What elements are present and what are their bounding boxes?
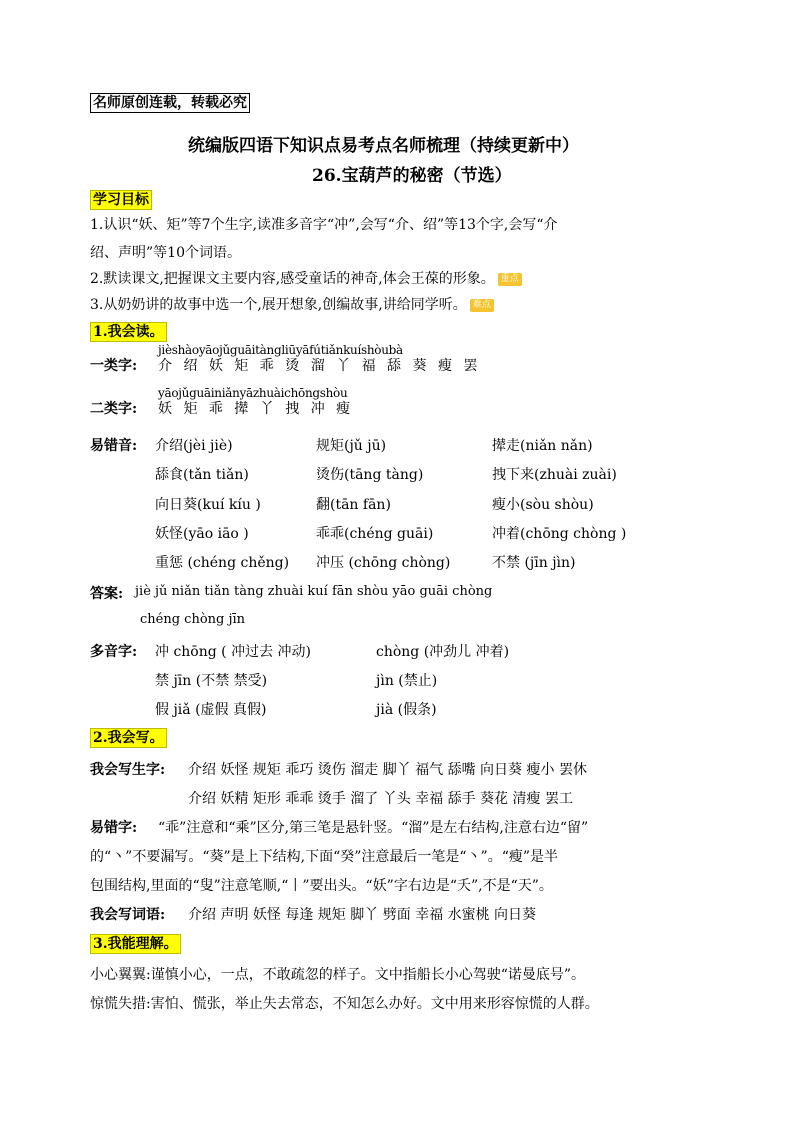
goal-line-2: 绍、声明”等10个词语。 xyxy=(90,245,241,261)
wrong-pron-item: 翻(tān fān) xyxy=(316,497,391,513)
write-words-line: 介绍 声明 妖怪 每逢 规矩 脚丫 劈面 幸福 水蜜桃 向日葵 xyxy=(188,907,537,923)
write-chars-label: 我会写生字: xyxy=(90,762,166,778)
wrong-pron-item: 重惩 (chéng chěng) xyxy=(155,555,290,571)
wrong-pron-item: 向日葵(kuí kíu ) xyxy=(155,497,261,513)
polyphone-item: 假 jiǎ (虚假 真假) xyxy=(155,702,267,718)
polyphone-label: 多音字: xyxy=(90,644,138,660)
difficulty-tag: 难点 xyxy=(470,299,494,312)
main-title: 统编版四语下知识点易考点名师梳理（持续更新中） xyxy=(188,136,579,156)
write-heading: 2.我会写。 xyxy=(90,728,167,748)
wrong-pron-label: 易错音: xyxy=(90,438,138,454)
wrong-pron-item: 介绍(jèi jiè) xyxy=(155,438,233,454)
wrong-pron-item: 撵走(niǎn nǎn) xyxy=(492,438,593,454)
wrong-pron-item: 妖怪(yāo iāo ) xyxy=(155,526,249,542)
goal-line-1: 1.认识“妖、矩”等7个生字,读准多音字“冲”,会写“介、绍”等13个字,会写“介 xyxy=(90,217,558,233)
lesson-title: 26.宝葫芦的秘密（节选） xyxy=(312,166,512,186)
wrong-pron-item: 乖乖(chéng guāi) xyxy=(316,526,434,542)
goal-line-4-text: 3.从奶奶讲的故事中选一个,展开想象,创编故事,讲给同学听。 xyxy=(90,297,467,313)
wrong-pron-item: 拽下来(zhuài zuài) xyxy=(492,467,617,483)
understand-line-1: 小心翼翼:谨慎小心，一点，不敢疏忽的样子。文中指船长小心驾驶“诺曼底号”。 xyxy=(90,967,586,983)
write-words-label: 我会写词语: xyxy=(90,907,166,923)
type1-chars: 介 绍 妖 矩 乖 烫 溜 丫 福 舔 葵 瘦 罢 xyxy=(158,358,478,374)
write-chars-line-2: 介绍 妖精 矩形 乖乖 烫手 溜了 丫头 幸福 舔手 葵花 清瘦 罢工 xyxy=(188,791,573,807)
polyphone-item: 冲 chōng ( 冲过去 冲动) xyxy=(155,644,311,660)
type2-label: 二类字: xyxy=(90,401,138,417)
type2-chars: 妖 矩 乖 撵 丫 拽 冲 瘦 xyxy=(158,401,351,417)
write-chars-line-1: 介绍 妖怪 规矩 乖巧 烫伤 溜走 脚丫 福气 舔嘴 向日葵 瘦小 罢休 xyxy=(188,762,587,778)
goal-line-4 xyxy=(90,294,494,314)
type1-label: 一类字: xyxy=(90,358,138,374)
wrong-pron-item: 舔食(tǎn tiǎn) xyxy=(155,467,249,483)
goal-line-3-text: 2.默读课文,把握课文主要内容,感受童话的神奇,体会王葆的形象。 xyxy=(90,271,495,287)
type1-pinyin: jièshàoyāojǔguāitàngliūyāfútiǎnkuíshòubà xyxy=(158,343,403,357)
polyphone-item: jìn (禁止) xyxy=(376,673,438,689)
wrong-pron-item: 规矩(jǔ jū) xyxy=(316,438,387,454)
wrong-pron-item: 冲着(chōng chòng ) xyxy=(492,526,627,542)
wrong-pron-item: 不禁 (jīn jìn) xyxy=(492,555,576,571)
wrong-chars-line-1: “乖”注意和“乘”区分,第三笔是悬针竖。“溜”是左右结构,注意右边“留” xyxy=(158,820,589,836)
answer-line-1: jiè jǔ niǎn tiǎn tàng zhuài kuí fān shòu yāo guāi chòng xyxy=(135,584,493,599)
wrong-pron-item: 瘦小(sòu shòu) xyxy=(492,497,594,513)
read-heading: 1.我会读。 xyxy=(90,322,167,342)
type2-pinyin: yāojǔguāiniǎnyāzhuàichōngshòu xyxy=(158,386,348,400)
wrong-chars-line-3: 包围结构,里面的“叟”注意笔顺,“丨”要出头。“妖”字右边是“夭”,不是“天”。 xyxy=(90,878,553,894)
understand-line-2: 惊慌失措:害怕、慌张，举止失去常态，不知怎么办好。文中用来形容惊慌的人群。 xyxy=(90,996,599,1012)
understand-heading: 3.我能理解。 xyxy=(90,934,181,954)
wrong-pron-item: 烫伤(tāng tàng) xyxy=(316,467,424,483)
wrong-chars-label: 易错字: xyxy=(90,820,138,836)
copyright-notice: 名师原创连载，转载必究 xyxy=(90,93,250,113)
polyphone-item: jià (假条) xyxy=(376,702,437,718)
goals-heading: 学习目标 xyxy=(90,190,152,210)
polyphone-item: 禁 jīn (不禁 禁受) xyxy=(155,673,268,689)
polyphone-item: chòng (冲劲儿 冲着) xyxy=(376,644,510,660)
wrong-pron-item: 冲压 (chōng chòng) xyxy=(316,555,451,571)
answer-line-2: chéng chòng jīn xyxy=(140,612,246,627)
key-point-tag: 重点 xyxy=(498,273,522,286)
wrong-chars-line-2: 的“丶”不要漏写。“葵”是上下结构,下面“癸”注意最后一笔是“丶”。“瘦”是半 xyxy=(90,849,559,865)
goal-line-3 xyxy=(90,268,522,288)
answer-label: 答案: xyxy=(90,586,124,602)
